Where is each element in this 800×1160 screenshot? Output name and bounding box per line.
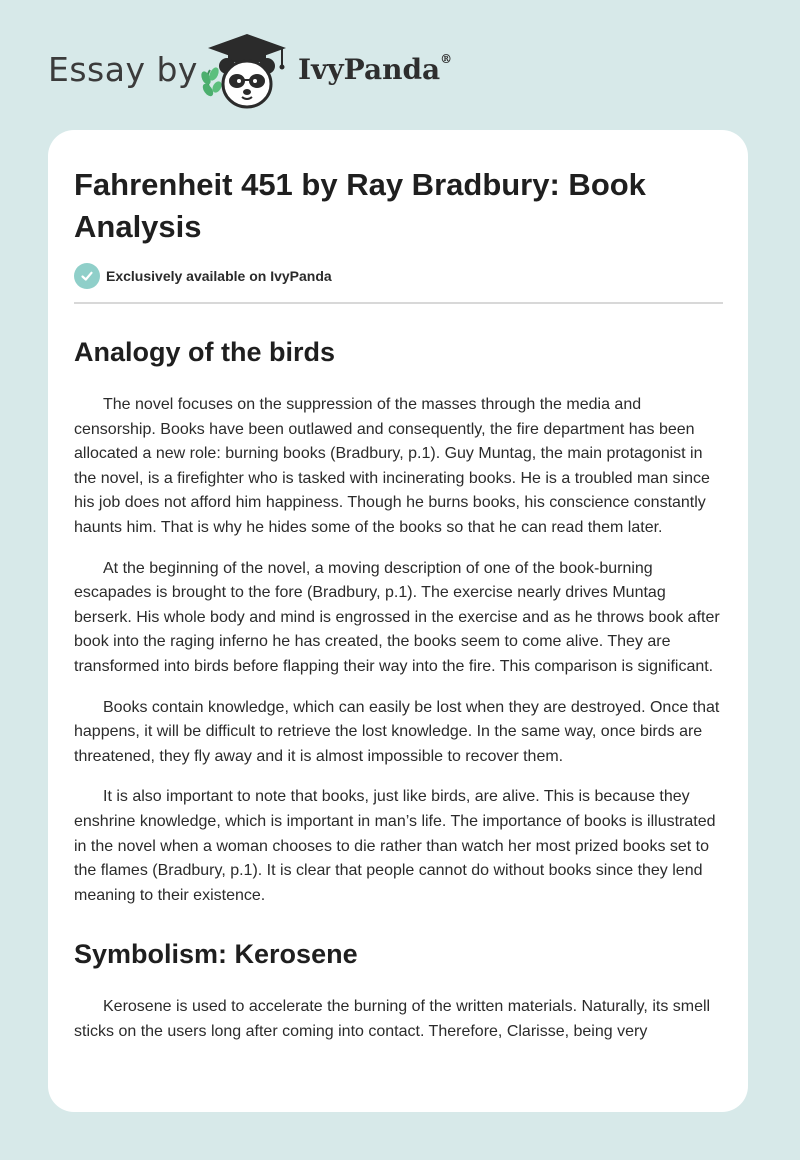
registered-mark: ® (440, 51, 453, 66)
paragraph: It is also important to note that books, just like birds, are alive. This is because they enshrine knowledge, which is important in man’s life. The importance of books is illustrated in the novel when a woman chooses to die rather than watch her most prized books set to the flames (Bradbury, p.1). It is clear that people cannot do without books since they lend meaning to their existence. (74, 788, 716, 904)
essay-by-label: Essay by (48, 50, 198, 89)
section-heading: Symbolism: Kerosene (74, 939, 358, 970)
panda-logo-icon[interactable] (198, 32, 296, 110)
section-heading: Analogy of the birds (74, 337, 336, 367)
paragraph: At the beginning of the novel, a moving description of one of the book-burning escapades is brought to the fore (Bradbury, p.1). The exercise nearly drives Muntag berserk. His whole body and mind is engrossed in the exercise and as he throws book after book into the raging inferno he has created, the books seem to come alive. They are transformed into birds before flapping their way into the fire. This comparison is significant. (74, 559, 720, 675)
site-header (0, 0, 800, 120)
paragraph: Kerosene is used to accelerate the burning of the written materials. Naturally, its smell sticks on the users long after coming into contact. Therefore, Clarisse, being very (74, 998, 711, 1040)
essay-body (74, 322, 726, 1060)
exclusive-label: Exclusively available on IvyPanda (106, 268, 332, 284)
paragraph: The novel focuses on the suppression of the masses through the media and censorship. Books have been outlawed and consequently, the fire department has been allocated a new role: burning books (Bradbury, p.1). Guy Muntag, the main protagonist in the novel, is a firefighter who is tasked with incinerating books. He is a troubled man since his job does not afford him happiness. Though he burns books, his conscience constantly haunts him. That is why he hides some of the books so that he can read them later. (74, 396, 710, 536)
essay-title: Fahrenheit 451 by Ray Bradbury: Book Analysis (74, 167, 646, 244)
paragraph: Books contain knowledge, which can easily be lost when they are destroyed. Once that happens, it will be difficult to retrieve the lost knowledge. In the same way, once birds are threatened, they fly away and it is almost impossible to recover them. (74, 698, 720, 765)
brand-name[interactable] (298, 53, 452, 86)
divider (74, 302, 723, 304)
brand-label: IvyPanda (298, 53, 441, 86)
check-icon (74, 263, 100, 289)
essay-card (48, 130, 748, 1112)
exclusive-badge (74, 263, 332, 289)
